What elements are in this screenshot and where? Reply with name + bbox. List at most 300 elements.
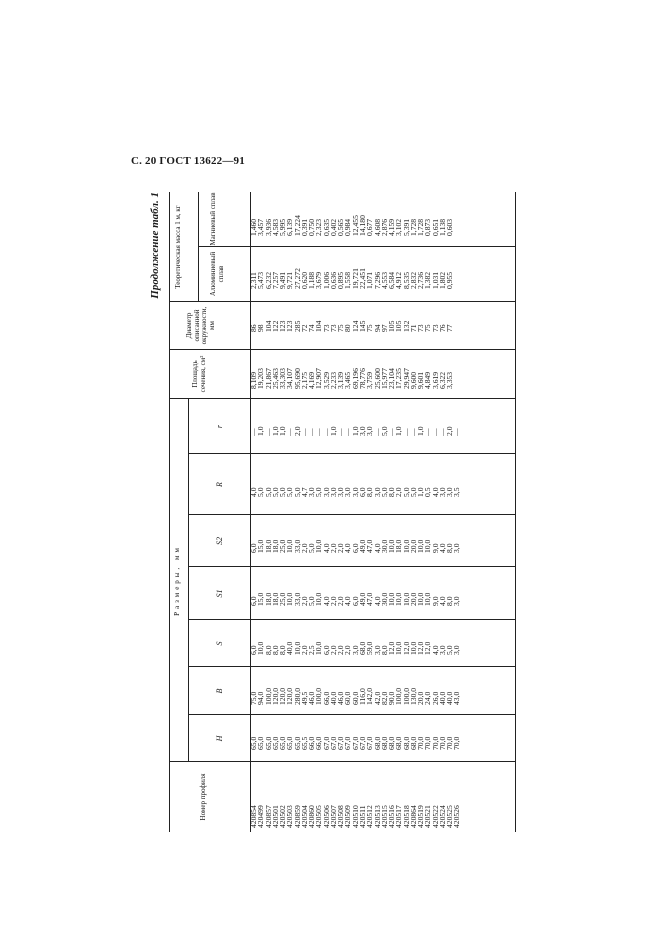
table-cell-al: 4,553 — [379, 271, 389, 289]
table-cell-area: 3,139 — [336, 371, 346, 389]
table-cell-B: 280,0 — [292, 687, 302, 705]
col-divider — [188, 566, 515, 567]
profile-table — [169, 192, 516, 832]
header-aluminium: Алюминиевый сплав — [209, 251, 225, 297]
table-cell-S: 12,0 — [416, 641, 426, 655]
table-cell-mg: 3,457 — [256, 218, 266, 236]
table-cell-mg: 2,876 — [379, 218, 389, 236]
table-cell-r: — — [336, 428, 346, 436]
table-cell-r: — — [408, 428, 418, 436]
table-cell-area: 3,529 — [321, 371, 331, 389]
table-cell-d: 122 — [270, 320, 280, 332]
table-cell-r: — — [423, 428, 433, 436]
table-cell-r: — — [321, 428, 331, 436]
table-cell-mg: 1,728 — [408, 218, 418, 236]
table-cell-d: 123 — [278, 320, 288, 332]
table-cell-B: 26,0 — [430, 691, 440, 705]
col-divider — [188, 619, 515, 620]
table-cell-area: 25,600 — [372, 368, 382, 389]
table-cell-r: — — [372, 428, 382, 436]
table-cell-area: 2,175 — [299, 371, 309, 389]
table-cell-r: — — [401, 428, 411, 436]
table-cell-num: 420499 — [256, 805, 266, 828]
table-cell-H: 68,0 — [401, 736, 411, 750]
table-cell-R: 4,0 — [249, 487, 258, 497]
table-cell-num: 420522 — [430, 805, 440, 828]
table-cell-num: 420859 — [292, 805, 302, 828]
table-cell-H: 67,0 — [357, 736, 367, 750]
table-cell-mg: 3,936 — [263, 218, 273, 236]
table-cell-B: 40,0 — [328, 691, 338, 705]
table-cell-S: 4,0 — [430, 645, 440, 655]
table-cell-r: 2,0 — [445, 426, 455, 436]
table-cell-num: 420517 — [394, 805, 404, 828]
table-cell-d: 72 — [299, 324, 309, 332]
table-cell-R: 5,0 — [256, 487, 266, 497]
table-cell-R: 3,0 — [307, 487, 317, 497]
table-cell-al — [453, 268, 460, 289]
table-cell-S: 68,0 — [357, 641, 367, 655]
table-cell-d: 86 — [249, 324, 258, 332]
table-cell-S1: 30,0 — [379, 592, 389, 606]
column-magnesium-mass — [250, 215, 461, 236]
table-cell-r: 1,0 — [270, 426, 280, 436]
table-cell-area: 95,690 — [292, 368, 302, 389]
table-cell-S: 10,0 — [256, 641, 266, 655]
table-cell-mg: 0,565 — [336, 218, 346, 236]
table-cell-S: 12,0 — [401, 641, 411, 655]
table-cell-R: 1,0 — [416, 487, 426, 497]
table-cell-r: — — [299, 428, 309, 436]
table-cell-r: 1,0 — [256, 426, 266, 436]
table-cell-num: 420860 — [307, 805, 317, 828]
table-cell-num: 420518 — [401, 805, 411, 828]
table-cell-al: 2,832 — [408, 271, 418, 289]
table-cell-R: 0,5 — [423, 487, 433, 497]
table-cell-H: 68,0 — [372, 736, 382, 750]
table-cell-S1: 10,0 — [387, 592, 397, 606]
table-cell-H: 67,0 — [343, 736, 353, 750]
table-cell-S2: 30,0 — [379, 539, 389, 553]
table-cell-B: 116,0 — [357, 688, 367, 705]
column-S — [250, 642, 461, 655]
table-cell-S1: 6,0 — [249, 596, 258, 606]
table-cell-B: 46,0 — [307, 691, 317, 705]
table-cell-area: 23,104 — [387, 368, 397, 389]
table-cell-S2: 20,0 — [408, 539, 418, 553]
table-cell-B: 60,0 — [350, 691, 360, 705]
table-cell-S: 8,0 — [270, 645, 280, 655]
table-cell-mg — [453, 215, 460, 236]
table-cell-d: 105 — [387, 320, 397, 332]
table-cell-S2: 10,0 — [401, 539, 411, 553]
mass-group-line — [198, 192, 199, 302]
table-cell-area: 69,196 — [350, 368, 360, 389]
table-cell-H: 67,0 — [350, 736, 360, 750]
table-cell-H: 65,0 — [249, 736, 258, 750]
table-cell-al: 9,491 — [278, 271, 288, 289]
table-cell-B: 142,0 — [365, 687, 375, 705]
header-H: H — [215, 735, 224, 742]
table-cell-R: 5,0 — [314, 487, 324, 497]
table-cell-al: 1,006 — [321, 271, 331, 289]
table-cell-num: 420506 — [321, 805, 331, 828]
table-cell-d — [453, 321, 460, 332]
table-cell-al: 7,296 — [372, 271, 382, 289]
table-cell-d: 77 — [445, 324, 455, 332]
table-cell-B: 42,0 — [372, 691, 382, 705]
table-cell-S1: 6,0 — [350, 596, 360, 606]
table-cell-r: — — [430, 428, 440, 436]
table-cell-num: 420513 — [372, 805, 382, 828]
table-cell-num: 420504 — [299, 805, 309, 828]
table-cell-R: 5,0 — [270, 487, 280, 497]
table-cell-num: 420864 — [408, 805, 418, 828]
column-aluminium-mass — [250, 268, 461, 289]
table-cell-B: 82,0 — [379, 691, 389, 705]
table-cell-S2: 33,0 — [292, 539, 302, 553]
table-cell-S2: 4,0 — [321, 543, 331, 553]
table-cell-S1: 33,0 — [292, 592, 302, 606]
table-cell-R: 3,5 — [452, 487, 462, 497]
table-cell-al: 1,188 — [307, 271, 317, 289]
table-cell-num: 420507 — [328, 805, 338, 828]
table-cell-S1: 4,0 — [321, 596, 331, 606]
table-cell-area — [453, 368, 460, 389]
table-cell-S2: 5,0 — [307, 543, 317, 553]
col-divider — [198, 246, 515, 247]
table-cell-r: — — [387, 428, 397, 436]
table-cell-r: — — [307, 428, 317, 436]
table-cell-H: 68,0 — [379, 736, 389, 750]
table-cell-r: — — [343, 428, 353, 436]
table-cell-S: 2,0 — [299, 645, 309, 655]
table-cell-S1: 47,0 — [365, 592, 375, 606]
table-cell-S2: 9,0 — [430, 543, 440, 553]
table-cell-S1: 10,0 — [394, 592, 404, 606]
column-diameter — [250, 321, 461, 332]
table-cell-S2: 10,0 — [387, 539, 397, 553]
table-cell-B: 40,0 — [445, 691, 455, 705]
table-cell-area: 19,203 — [256, 368, 266, 389]
table-cell-R: 3,0 — [328, 487, 338, 497]
table-cell-area: 3,465 — [343, 371, 353, 389]
table-cell-R: 4,0 — [430, 487, 440, 497]
table-cell-mg: 0,603 — [445, 218, 455, 236]
table-cell-mg: 4,159 — [387, 218, 397, 236]
table-cell-H: 66,0 — [307, 736, 317, 750]
table-cell-num: 420501 — [270, 805, 280, 828]
table-cell-H: 65,0 — [278, 736, 288, 750]
table-cell-r: 5,0 — [379, 426, 389, 436]
table-cell-S1: 2,0 — [299, 596, 309, 606]
table-cell-r: 1,0 — [416, 426, 426, 436]
table-cell-d: 123 — [285, 320, 295, 332]
table-cell-d: 285 — [292, 320, 302, 332]
table-cell-S: 5,0 — [445, 645, 455, 655]
table-cell-num: 420509 — [343, 805, 353, 828]
table-cell-B: 100,0 — [263, 687, 273, 705]
table-cell-H: 70,0 — [452, 736, 462, 750]
table-cell-d: 98 — [256, 324, 266, 332]
table-cell-S: 10,0 — [314, 641, 324, 655]
table-cell-B: 43,0 — [452, 691, 462, 705]
header-S: S — [215, 641, 224, 646]
table-cell-S: 8,0 — [379, 645, 389, 655]
table-cell-R: 5,0 — [278, 487, 288, 497]
table-cell-S1: 10,0 — [423, 592, 433, 606]
table-cell-al: 19,721 — [350, 268, 360, 289]
table-cell-d: 73 — [321, 324, 331, 332]
table-cell-d: 75 — [423, 324, 433, 332]
table-cell-B: 75,0 — [249, 691, 258, 705]
table-cell-area: 3,353 — [445, 371, 455, 389]
table-cell-d: 73 — [328, 324, 338, 332]
table-cell-S1: 9,0 — [430, 596, 440, 606]
table-cell-R: 6,0 — [357, 487, 367, 497]
table-cell-r: 2,0 — [292, 426, 302, 436]
table-cell-r: — — [314, 428, 324, 436]
table-cell-S2: 2,0 — [336, 543, 346, 553]
table-cell-B: 100,0 — [401, 687, 411, 705]
table-cell-mg: 4,583 — [270, 218, 280, 236]
header-circle-diameter: Диаметр описанной окружности, мм — [185, 306, 216, 345]
table-cell-num: 420526 — [452, 805, 462, 828]
table-cell-R: 4,7 — [299, 487, 309, 497]
table-cell-al: 0,895 — [336, 271, 346, 289]
table-cell-S2: 10,0 — [285, 539, 295, 553]
table-cell-mg: 1,460 — [249, 218, 258, 236]
table-cell-S2: 4,0 — [343, 543, 353, 553]
table-cell-mg: 14,180 — [357, 215, 367, 236]
table-cell-area: 3,619 — [430, 371, 440, 389]
table-cell-num: 420519 — [416, 805, 426, 828]
table-cell-S1: 4,0 — [372, 596, 382, 606]
table-cell-mg: 5,995 — [278, 218, 288, 236]
table-cell-R: 3,0 — [437, 487, 447, 497]
table-cell-num: 420510 — [350, 805, 360, 828]
header-S1: S1 — [215, 589, 224, 598]
table-cell-num: 420508 — [336, 805, 346, 828]
table-cell-al: 0,636 — [328, 271, 338, 289]
table-cell-r: — — [285, 428, 295, 436]
table-cell-S: 2,5 — [307, 645, 317, 655]
table-cell-area: 25,463 — [270, 368, 280, 389]
table-cell-d: 94 — [372, 324, 382, 332]
table-cell-area: 78,776 — [357, 368, 367, 389]
table-cell-r: 1,0 — [394, 426, 404, 436]
table-cell-H: 70,0 — [430, 736, 440, 750]
table-cell-S: 3,0 — [452, 645, 462, 655]
table-cell-al: 6,232 — [263, 271, 273, 289]
header-S2: S2 — [215, 537, 224, 545]
table-cell-d: 74 — [307, 324, 317, 332]
table-cell-al: 8,535 — [401, 271, 411, 289]
table-cell-R: 3,0 — [350, 487, 360, 497]
table-cell-R: 5,0 — [401, 487, 411, 497]
table-cell-S2: 49,0 — [357, 539, 367, 553]
table-cell-S: 59,0 — [365, 641, 375, 655]
col-divider — [188, 714, 515, 715]
table-cell-S2: 47,0 — [365, 539, 375, 553]
table-cell-S: 3,0 — [372, 645, 382, 655]
col-divider — [188, 453, 515, 454]
table-cell-S: 6,0 — [249, 645, 258, 655]
table-cell-num: 420512 — [365, 805, 375, 828]
table-cell-R: 5,0 — [408, 487, 418, 497]
table-cell-area: 12,907 — [314, 368, 324, 389]
table-cell-area: 4,849 — [423, 371, 433, 389]
header-r: r — [215, 424, 224, 429]
header-area: Площадь сечения, см² — [191, 355, 207, 393]
table-cell-r: 1,0 — [278, 426, 288, 436]
table-cell-r: 1,0 — [350, 426, 360, 436]
table-cell-R: 2,0 — [394, 487, 404, 497]
table-cell-R: 3,0 — [321, 487, 331, 497]
table-cell-d: 104 — [314, 320, 324, 332]
table-cell-B: 24,0 — [423, 691, 433, 705]
table-cell-S2: 25,0 — [278, 539, 288, 553]
page-header: С. 20 ГОСТ 13622—91 — [131, 155, 245, 167]
table-cell-S: 8,0 — [263, 645, 273, 655]
table-cell-B: 20,0 — [416, 691, 426, 705]
table-cell-mg: 6,139 — [285, 218, 295, 236]
table-cell-H: 65,0 — [270, 736, 280, 750]
table-cell-S: 2,0 — [328, 645, 338, 655]
table-cell-S2: 4,0 — [437, 543, 447, 553]
column-B — [250, 688, 461, 705]
table-cell-al: 2,736 — [416, 271, 426, 289]
table-cell-S1: 2,0 — [328, 596, 338, 606]
column-R — [250, 488, 461, 498]
table-cell-S2: 2,0 — [299, 543, 309, 553]
table-cell-num: 420857 — [263, 805, 273, 828]
table-cell-S1: 18,0 — [263, 592, 273, 606]
table-cell-al: 5,473 — [256, 271, 266, 289]
table-cell-H: 67,0 — [328, 736, 338, 750]
col-divider — [188, 514, 515, 515]
table-cell-S1: 3,0 — [452, 596, 462, 606]
table-cell-r: 3,0 — [357, 426, 367, 436]
table-cell-S1: 10,0 — [401, 592, 411, 606]
table-cell-d: 73 — [416, 324, 426, 332]
table-cell-mg: 0,402 — [328, 218, 338, 236]
table-cell-R: 8,0 — [387, 487, 397, 497]
table-cell-area: 9,600 — [408, 371, 418, 389]
table-cell-B: 66,0 — [321, 691, 331, 705]
table-cell-area: 2,233 — [328, 371, 338, 389]
table-cell-area: 15,977 — [379, 368, 389, 389]
table-cell-num: 420516 — [387, 805, 397, 828]
table-cell-R: 5,0 — [292, 487, 302, 497]
table-cell-B: 46,0 — [336, 691, 346, 705]
table-cell-H: 68,0 — [394, 736, 404, 750]
table-cell-al: 7,257 — [270, 271, 280, 289]
table-cell-H: 67,0 — [365, 736, 375, 750]
table-cell-S: 10,0 — [408, 641, 418, 655]
table-cell-S2: 18,0 — [394, 539, 404, 553]
column-area — [250, 368, 461, 389]
table-cell-area: 34,107 — [285, 368, 295, 389]
table-cell-S: 12,0 — [423, 641, 433, 655]
table-cell-r: 3,0 — [365, 426, 375, 436]
table-cell-S2: 8,0 — [445, 543, 455, 553]
header-theoretical-mass: Теоретическая масса 1 м, кг — [174, 205, 182, 289]
table-cell-S2: 3,0 — [452, 543, 462, 553]
table-cell-r: 1,0 — [328, 426, 338, 436]
table-cell-area: 3,759 — [365, 371, 375, 389]
rotated-table-block — [149, 192, 539, 832]
table-cell-R: 3,0 — [445, 487, 455, 497]
table-cell-R: 3,0 — [343, 487, 353, 497]
table-cell-S1: 10,0 — [285, 592, 295, 606]
col-divider — [188, 666, 515, 667]
table-cell-H: 65,0 — [285, 736, 295, 750]
header-magnesium: Магниевый сплав — [209, 192, 217, 246]
col-divider — [170, 301, 515, 302]
table-cell-d: 75 — [365, 324, 375, 332]
table-cell-R: 5,0 — [285, 487, 295, 497]
table-cell-al: 3,679 — [314, 271, 324, 289]
table-cell-S1: 20,0 — [408, 592, 418, 606]
table-cell-r: — — [437, 428, 447, 436]
table-cell-H: 67,0 — [321, 736, 331, 750]
table-cell-S: 2,0 — [343, 645, 353, 655]
table-cell-d: 97 — [379, 324, 389, 332]
table-cell-S: 10,0 — [292, 641, 302, 655]
table-cell-d: 105 — [394, 320, 404, 332]
table-cell-d: 73 — [430, 324, 440, 332]
table-cell-mg: 0,651 — [430, 218, 440, 236]
table-cell-mg: 0,391 — [299, 218, 309, 236]
table-cell-H: 70,0 — [437, 736, 447, 750]
table-cell-mg: 4,608 — [372, 218, 382, 236]
table-cell-al: 9,721 — [285, 271, 295, 289]
table-cell-num: 420505 — [314, 805, 324, 828]
table-cell-al: 0,620 — [299, 271, 309, 289]
table-cell-S2: 10,0 — [423, 539, 433, 553]
table-cell-B: 120,0 — [278, 687, 288, 705]
column-H — [250, 737, 461, 750]
continuation-label: Продолжение табл. 1 — [149, 192, 161, 299]
header-B: B — [215, 688, 224, 694]
table-cell-S: 10,0 — [394, 641, 404, 655]
table-cell-H: 65,0 — [292, 736, 302, 750]
table-cell-num: 420854 — [249, 805, 258, 828]
table-cell-area: 29,947 — [401, 368, 411, 389]
table-cell-S: 40,0 — [285, 641, 295, 655]
table-cell-H: 70,0 — [416, 736, 426, 750]
table-cell-B: 49,5 — [299, 691, 309, 705]
table-cell-mg: 1,138 — [437, 218, 447, 236]
header-dimensions: Размеры, мм — [173, 545, 181, 616]
table-cell-num: 420511 — [357, 805, 367, 828]
table-cell-S2: 18,0 — [263, 539, 273, 553]
table-cell-num: 420503 — [285, 805, 295, 828]
table-cell-mg: 17,224 — [292, 215, 302, 236]
column-S1 — [250, 593, 461, 606]
table-cell-al: 1,031 — [430, 271, 440, 289]
table-cell-S2: 4,0 — [372, 543, 382, 553]
table-cell-al: 22,451 — [357, 268, 367, 289]
table-cell-B: 130,0 — [408, 687, 418, 705]
table-cell-al: 1,382 — [423, 271, 433, 289]
table-cell-B: 60,0 — [343, 691, 353, 705]
header-R: R — [215, 482, 224, 487]
table-cell-d: 76 — [437, 324, 447, 332]
table-cell-mg: 0,677 — [365, 218, 375, 236]
table-cell-area: 17,235 — [394, 368, 404, 389]
